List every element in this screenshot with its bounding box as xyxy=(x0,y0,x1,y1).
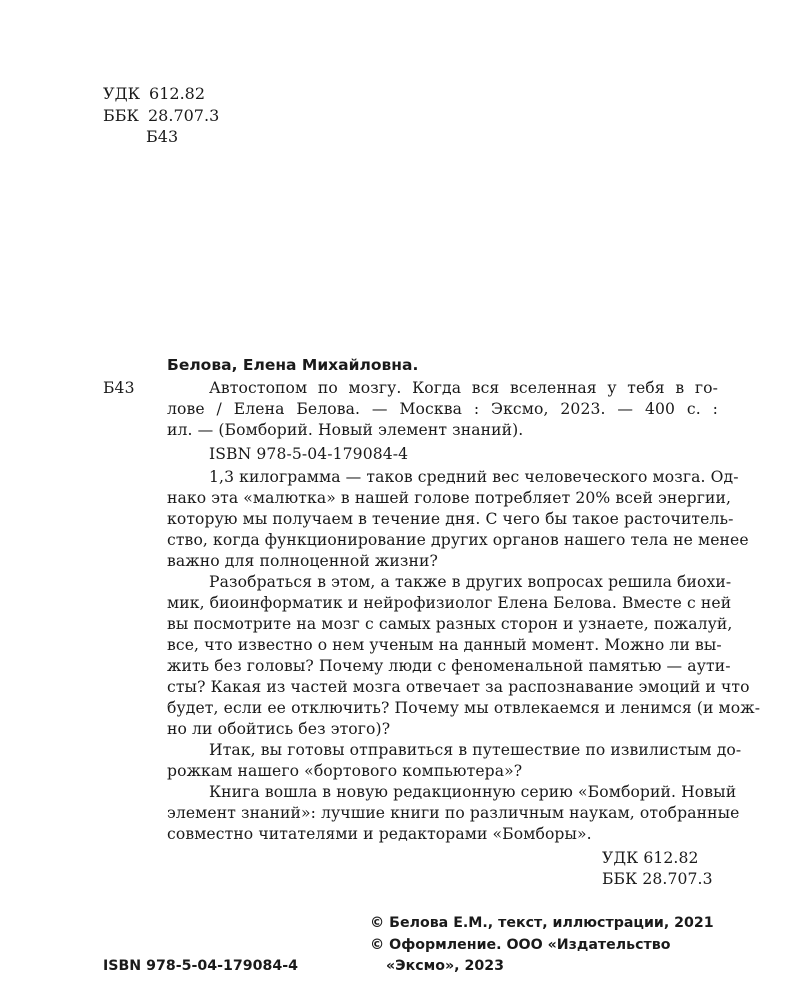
annotation-line: жить без головы? Почему люди с феноменальной памятью — аути- xyxy=(167,657,731,675)
copyright-design: © Оформление. ООО «Издательство xyxy=(370,937,671,953)
bbk-label: ББК xyxy=(103,106,139,125)
annotation-line: важно для полноценной жизни? xyxy=(167,552,438,570)
annotation-udk: УДК 612.82 xyxy=(602,849,699,867)
annotation-line: сты? Какая из частей мозга отвечает за распознавание эмоций и что xyxy=(167,678,750,696)
bbk-value: 28.707.3 xyxy=(148,106,220,125)
author-mark: Б43 xyxy=(103,379,135,397)
record-isbn: ISBN 978-5-04-179084-4 xyxy=(209,445,409,463)
annotation-line: 1,3 килограмма — таков средний вес человеческого мозга. Од- xyxy=(209,468,739,486)
title-line: лове / Елена Белова. — Москва : Эксмо, 2023. — 400 с. : xyxy=(167,400,718,418)
annotation-line: которую мы получаем в течение дня. С чего бы такое расточитель- xyxy=(167,510,734,528)
annotation-line: Итак, вы готовы отправиться в путешествие по извилистым до- xyxy=(209,741,742,759)
author-mark-top: Б43 xyxy=(146,127,179,146)
annotation-bbk: ББК 28.707.3 xyxy=(602,870,713,888)
annotation-line: элемент знаний»: лучшие книги по различным наукам, отобранные xyxy=(167,804,740,822)
annotation-line: мик, биоинформатик и нейрофизиолог Елена Белова. Вместе с ней xyxy=(167,594,732,612)
annotation-line: рожкам нашего «бортового компьютера»? xyxy=(167,762,523,780)
annotation-line: вы посмотрите на мозг с самых разных сторон и узнаете, пожалуй, xyxy=(167,615,733,633)
footer-isbn: ISBN 978-5-04-179084-4 xyxy=(103,958,299,974)
copyright-text: © Белова Е.М., текст, иллюстрации, 2021 xyxy=(370,915,714,931)
annotation-line: все, что известно о нем ученым на данный момент. Можно ли вы- xyxy=(167,636,722,654)
annotation-line: нако эта «малютка» в нашей голове потребляет 20% всей энергии, xyxy=(167,489,732,507)
annotation-line: совместно читателями и редакторами «Бомборы». xyxy=(167,825,592,843)
annotation-line: но ли обойтись без этого)? xyxy=(167,720,391,738)
annotation-line: будет, если ее отключить? Почему мы отвлекаемся и ленимся (и мож- xyxy=(167,699,761,717)
udk-value: 612.82 xyxy=(149,84,206,103)
annotation-line: Разобраться в этом, а также в других вопросах решила биохи- xyxy=(209,573,732,591)
annotation-line: ство, когда функционирование других органов нашего тела не менее xyxy=(167,531,749,549)
bbk-row xyxy=(103,105,219,127)
title-line: Автостопом по мозгу. Когда вся вселенная у тебя в го- xyxy=(209,379,718,397)
author-heading: Белова, Елена Михайловна. xyxy=(167,356,419,374)
copyright-publisher: «Эксмо», 2023 xyxy=(386,958,504,974)
udk-label: УДК xyxy=(103,84,140,103)
title-line: ил. — (Бомборий. Новый элемент знаний). xyxy=(167,421,524,439)
udk-row xyxy=(103,83,205,105)
annotation-line: Книга вошла в новую редакционную серию «Бомборий. Новый xyxy=(209,783,737,801)
